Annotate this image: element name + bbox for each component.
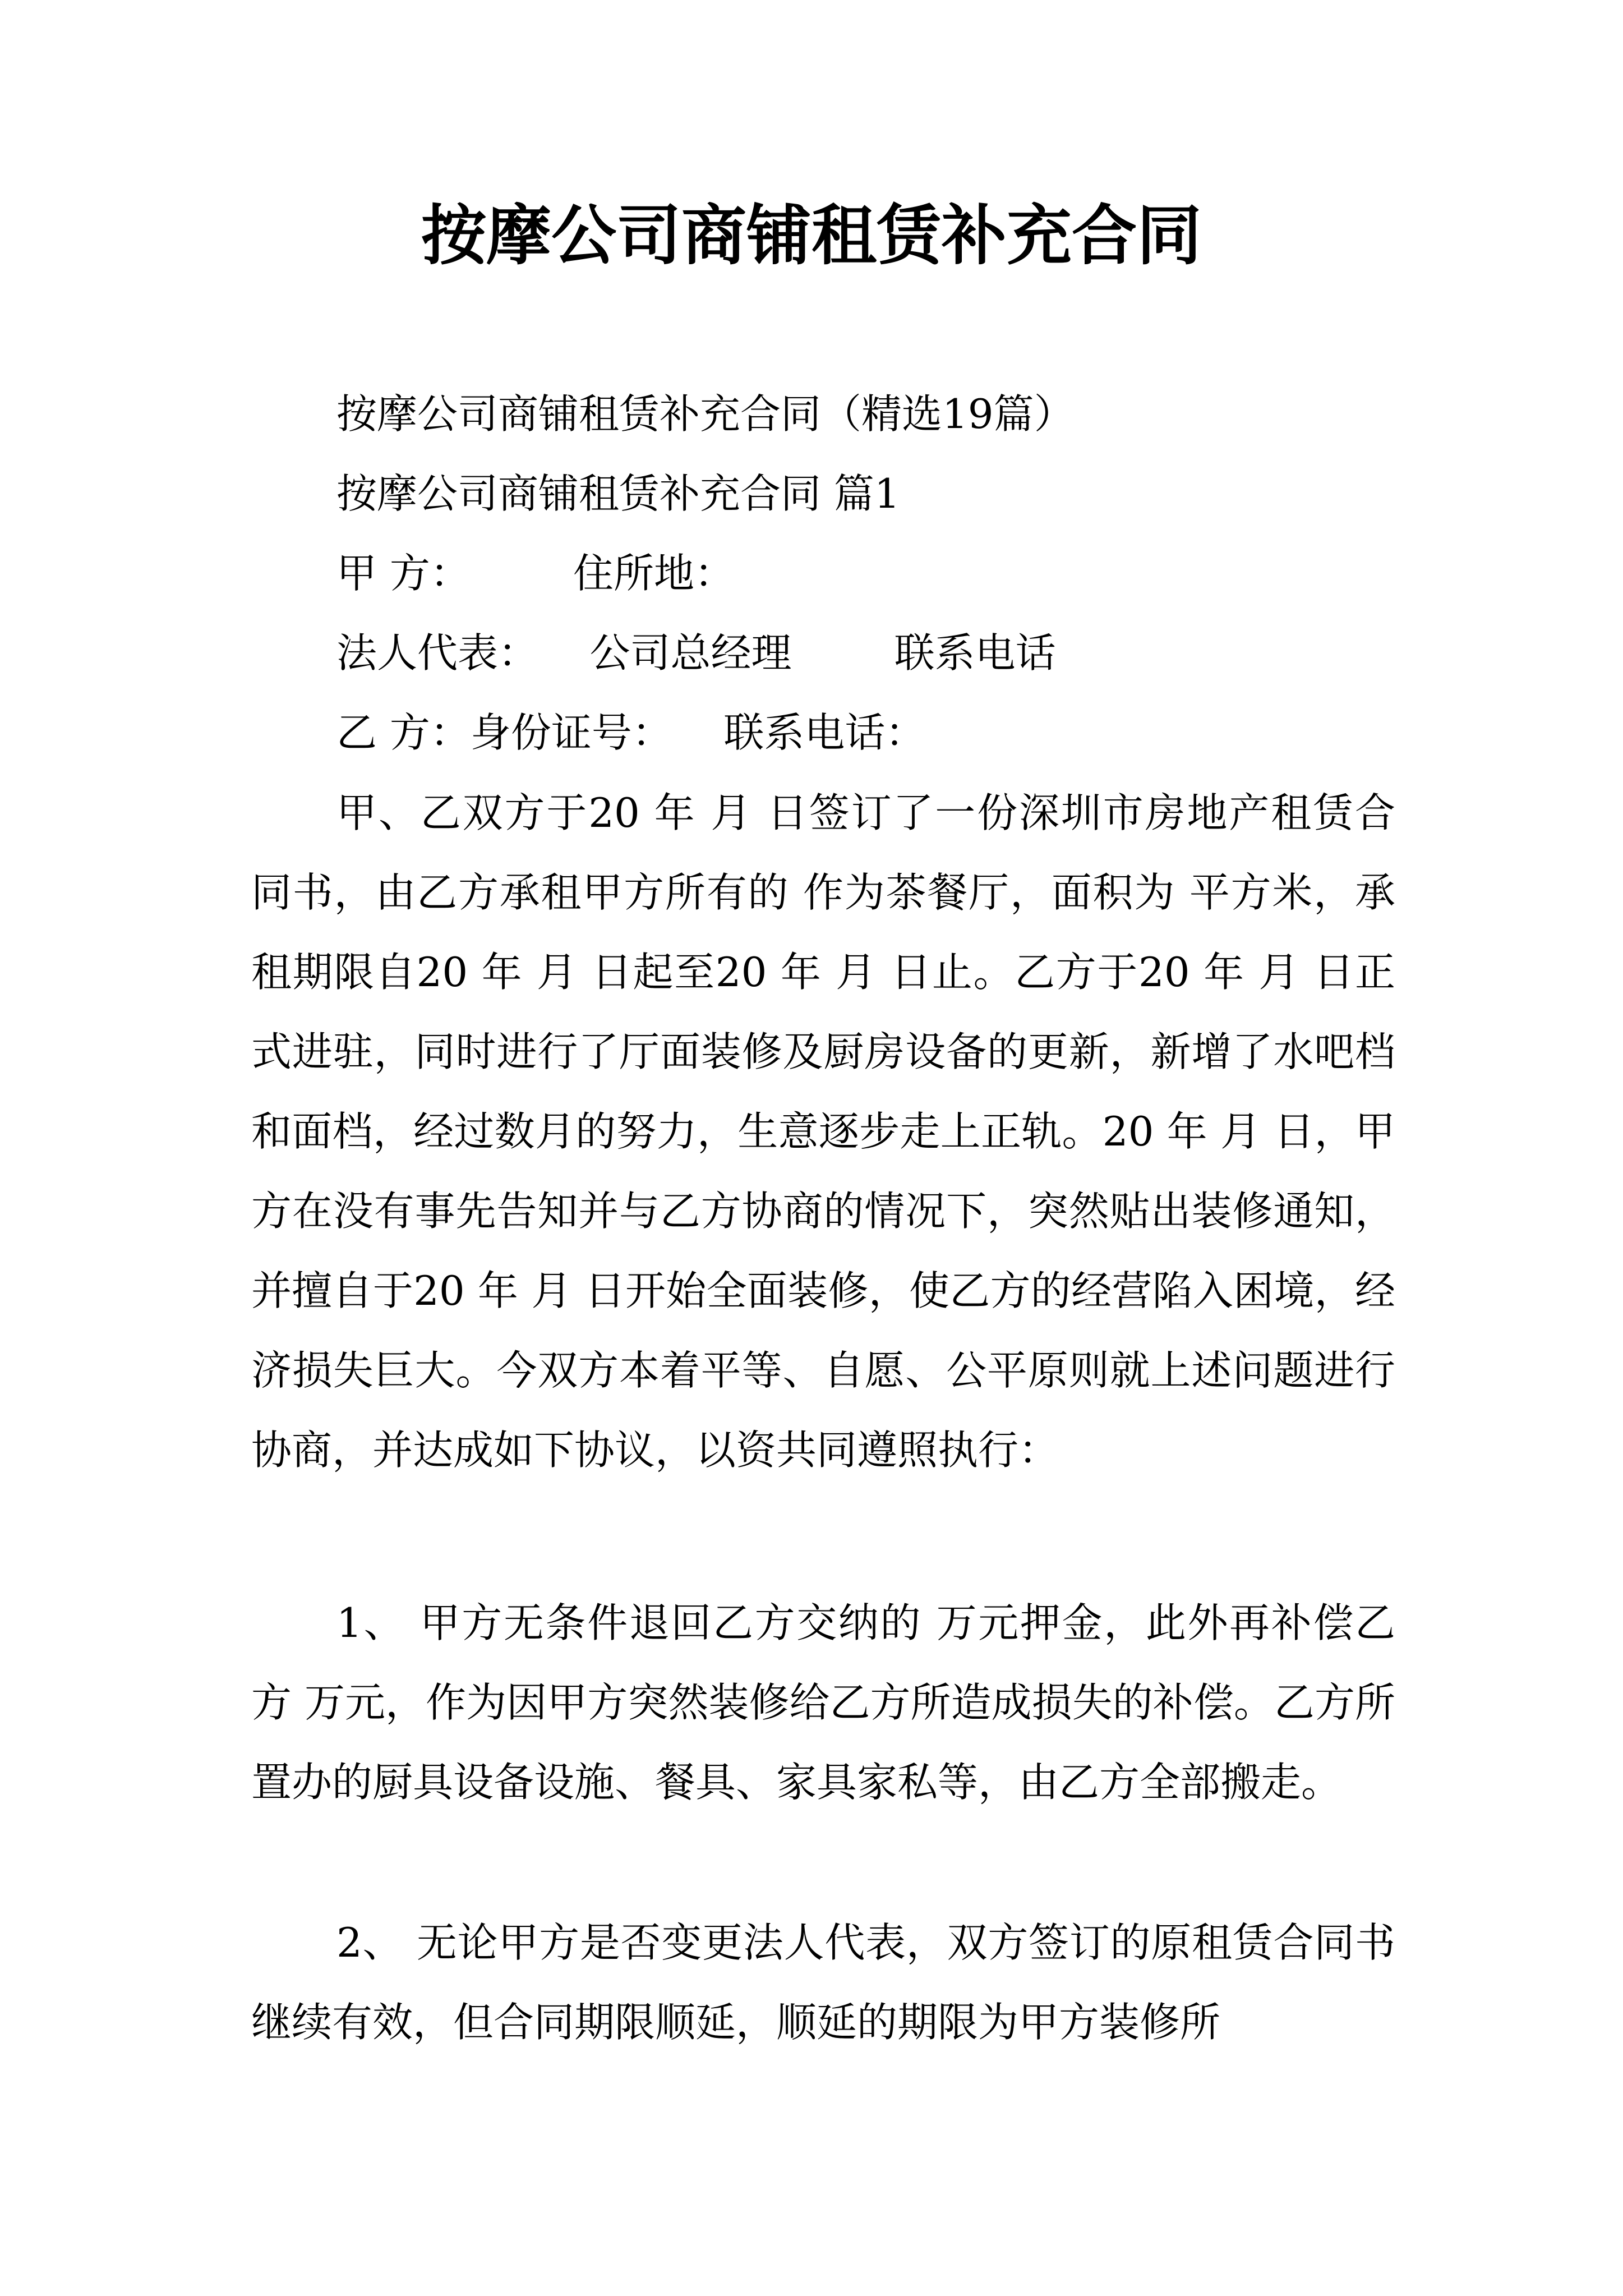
clause-1: 1、 甲方无条件退回乙方交纳的 万元押金，此外再补偿乙方 万元，作为因甲方突然装修给乙方所造成损失的补偿。乙方所置办的厨具设备设施、餐具、家具家私等，由乙方全部搬走。 bbox=[251, 1599, 1395, 1806]
paragraph-background: 甲、乙双方于20 年 月 日签订了一份深圳市房地产租赁合同书，由乙方承租甲方所有的 作为茶餐厅，面积为 平方米，承租期限自20 年 月 日起至20 年 月 日止。乙方于20 年 月 日正式进驻，同时进行了厅面装修及厨房设备的更新，新增了水吧档和面档，经过数月的努力，生意逐步走上正轨。20 年 月 日，甲方在没有事先告知并与乙方协商的情况下，突然贴出装修通知，并擅自于20 年 月 日开始全面装修，使乙方的经营陷入困境，经济损失巨大。今双方本着平等、自愿、公平原则就上述问题进行协商，并达成如下协议，以资共同遵照执行： bbox=[251, 789, 1395, 1474]
clause-2: 2、 无论甲方是否变更法人代表，双方签订的原租赁合同书继续有效，但合同期限顺延，顺延的期限为甲方装修所 bbox=[251, 1919, 1395, 2046]
section-heading: 按摩公司商铺租赁补充合同 篇1 bbox=[336, 470, 900, 517]
legal-representative-line: 法人代表： 公司总经理 联系电话 bbox=[336, 629, 1056, 677]
party-b-line: 乙 方：身份证号： 联系电话： bbox=[336, 709, 926, 756]
document-subtitle: 按摩公司商铺租赁补充合同（精选19篇） bbox=[336, 390, 1075, 438]
party-a-line: 甲 方： 住所地： bbox=[336, 550, 735, 597]
document-title: 按摩公司商铺租赁补充合同 bbox=[421, 197, 1202, 274]
